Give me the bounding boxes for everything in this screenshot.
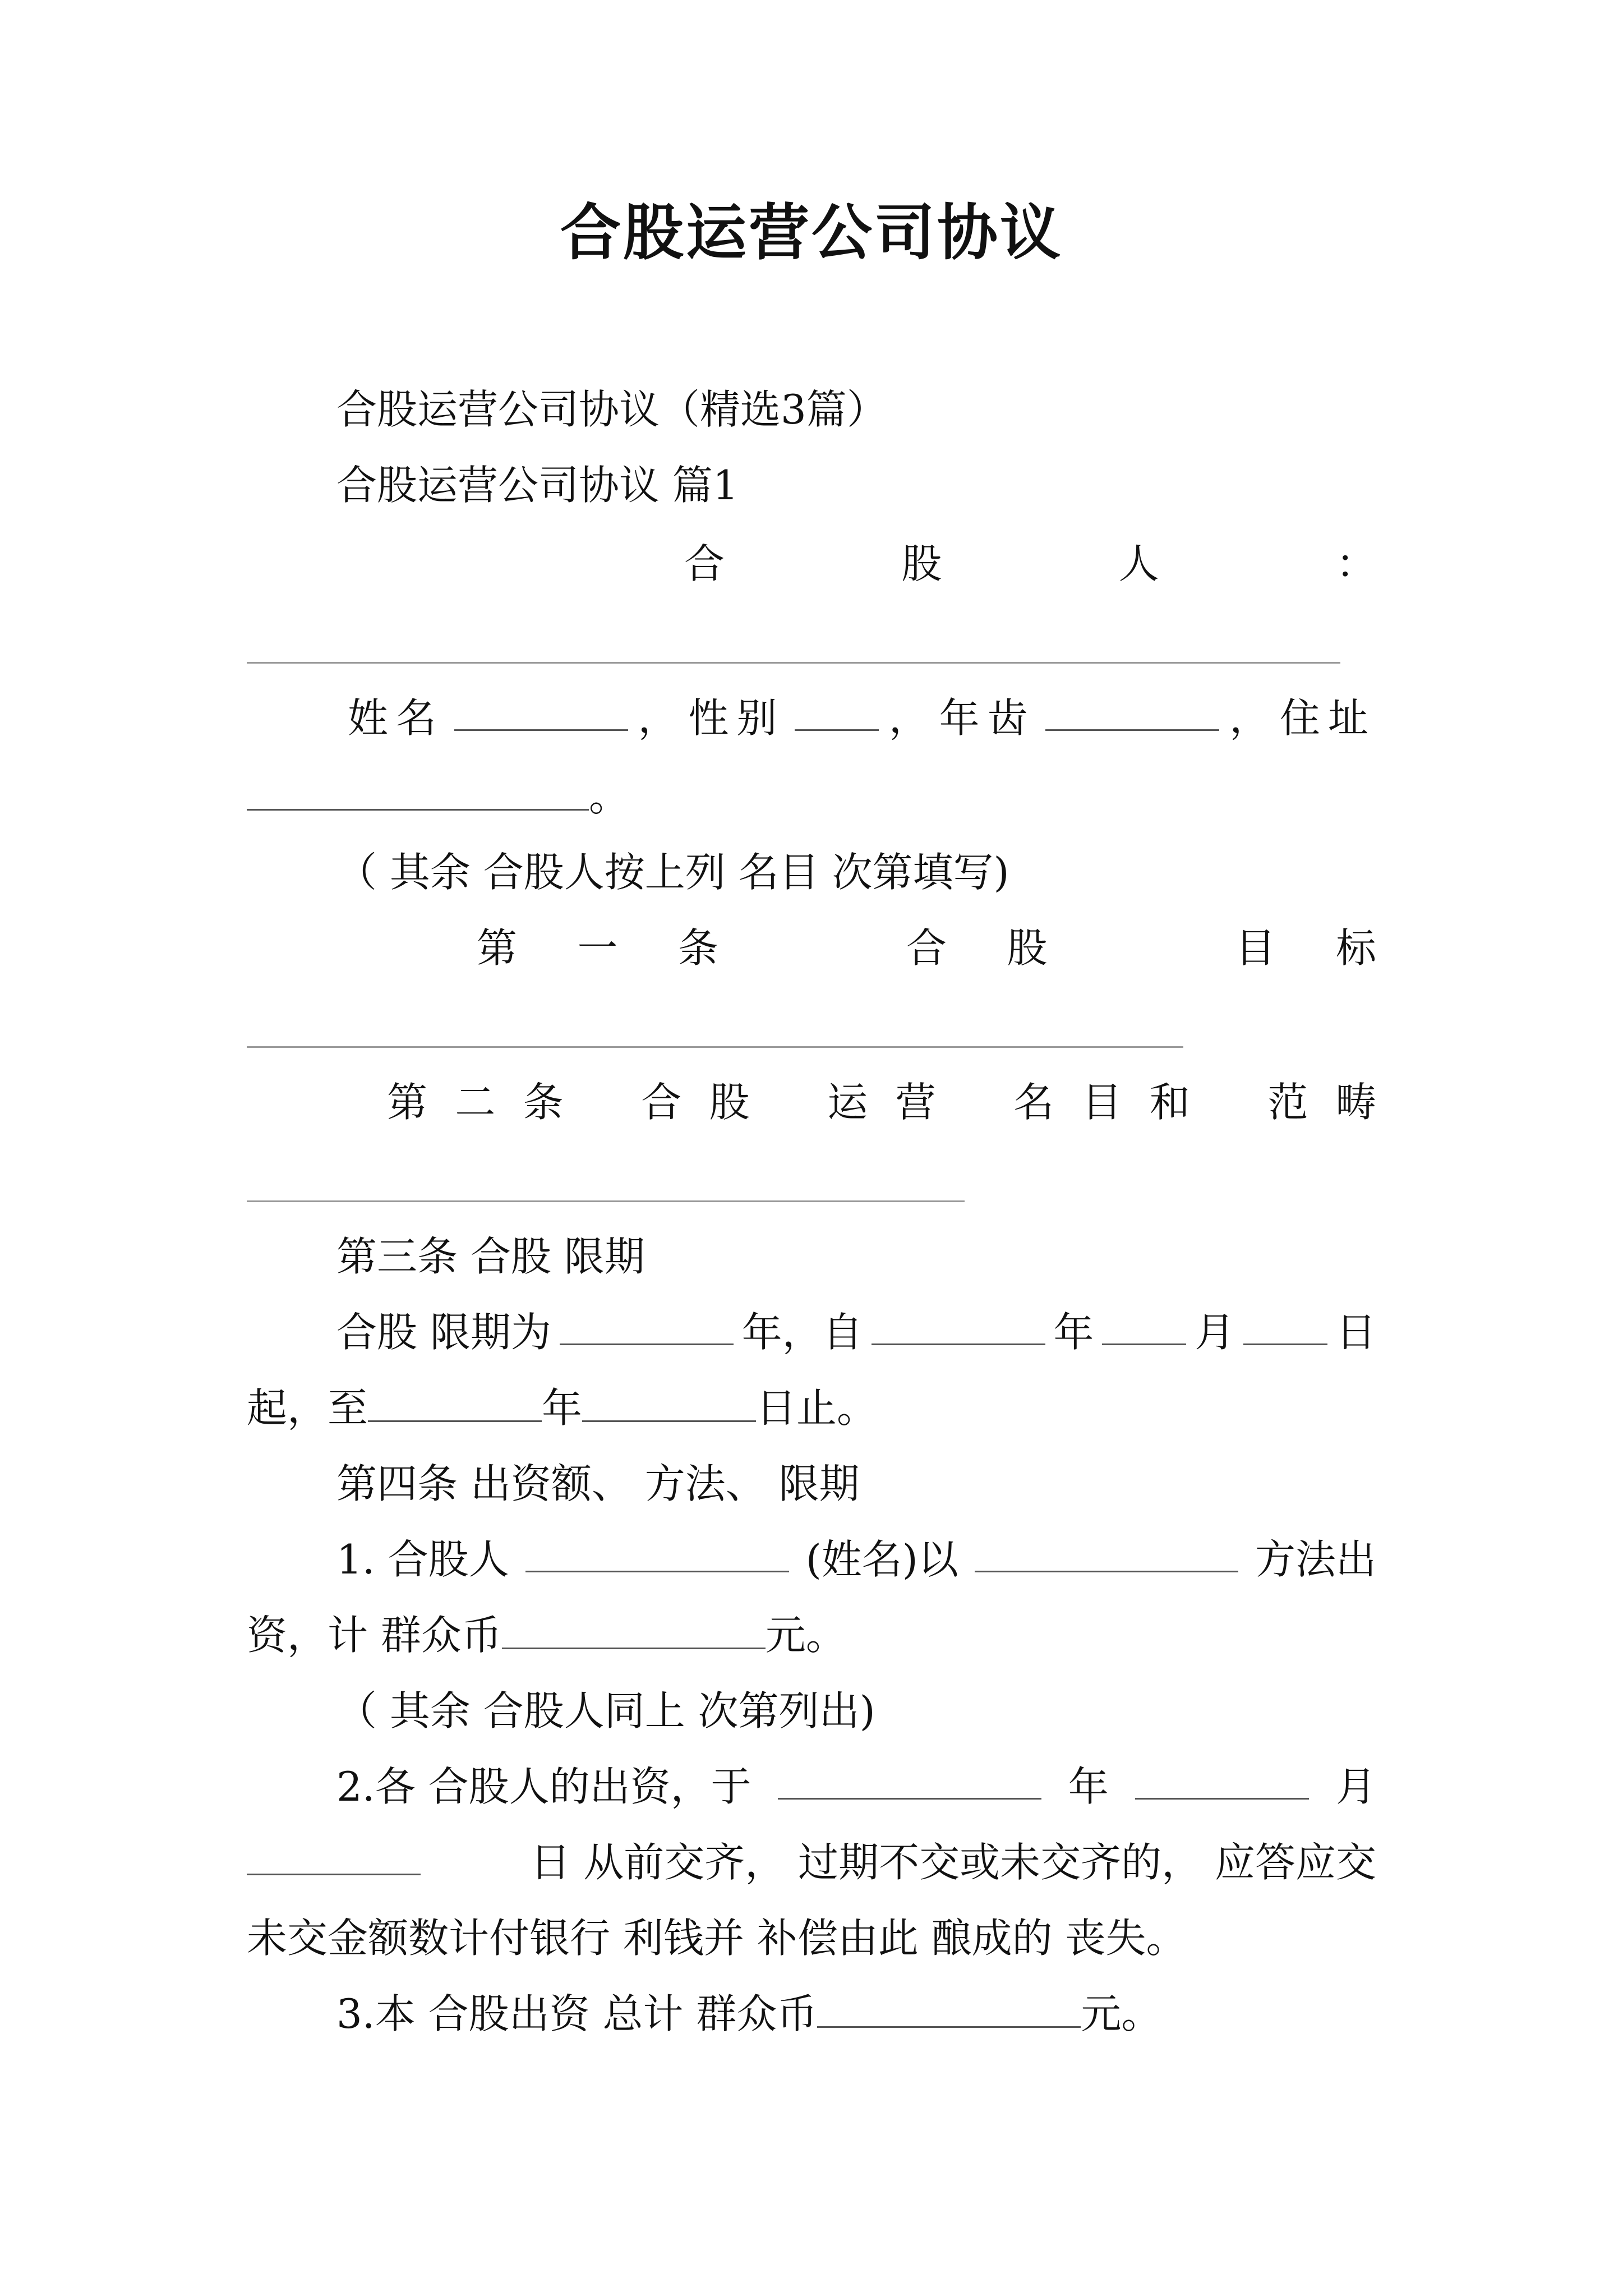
article1-char: 目 (1235, 924, 1276, 972)
text-run: 日止。 (756, 1384, 878, 1432)
article1-char: 股 (1007, 924, 1048, 972)
text-run: 2.各 合股人的出资，于 (336, 1763, 751, 1810)
start-month-blank (1102, 1304, 1186, 1345)
text-run: 资，计 群众币 (247, 1612, 502, 1659)
article4-item1-line2 (247, 1607, 1376, 1663)
article2-char: 目 (1081, 1079, 1122, 1126)
article1-char: 标 (1335, 924, 1376, 972)
deadline-year-blank (778, 1759, 1041, 1800)
document-subtitle: 合股运营公司协议（精选3篇） (336, 386, 887, 433)
partner-fill-line (247, 662, 1340, 664)
article2-char: 条 (523, 1079, 564, 1126)
article2-char: 第 (387, 1079, 428, 1126)
text-run: 方法出 (1255, 1536, 1376, 1583)
partner-label-char: 股 (901, 540, 942, 587)
article4-item1-line1 (336, 1531, 1376, 1588)
name-label: 姓名 (348, 694, 445, 742)
article2-char: 名 (1013, 1079, 1054, 1126)
amount-blank (502, 1608, 766, 1649)
article2-fill-line (247, 1200, 965, 1202)
article2-char: 畴 (1335, 1079, 1376, 1126)
article4-heading: 第四条 出资额、 方法、 限期 (336, 1460, 860, 1507)
text-run: 年 (542, 1384, 583, 1432)
method-blank (975, 1531, 1238, 1572)
end-day-blank (582, 1381, 756, 1422)
article4-item2-line2 (247, 1834, 1376, 1890)
article3-heading: 第三条 合股 限期 (336, 1233, 645, 1280)
comma: ， (1229, 694, 1270, 742)
partner-label-row (684, 536, 1376, 592)
text-run: 1. 合股人 (336, 1536, 509, 1583)
partner-name-blank (525, 1531, 789, 1572)
article2-row (387, 1074, 1376, 1130)
gender-label: 性别 (688, 694, 785, 742)
article2-char: 运 (827, 1079, 868, 1126)
partner-label-char: 人 (1118, 540, 1159, 587)
article4-note: （ 其余 合股人同上 次第列出) (336, 1687, 875, 1734)
text-run: 年 (1053, 1309, 1094, 1356)
article2-char: 和 (1149, 1079, 1190, 1126)
text-run: 年 (1068, 1763, 1109, 1810)
article1-char: 合 (906, 924, 947, 972)
address-label: 住址 (1279, 694, 1376, 742)
text-run: 3.本 合股出资 总计 群众币 (336, 1990, 818, 2037)
article2-char: 范 (1267, 1079, 1308, 1126)
text-run: 日 从前交齐， 过期不交或未交齐的， 应答应交 (530, 1839, 1376, 1886)
article1-char: 条 (678, 924, 719, 972)
deadline-month-blank (1135, 1759, 1309, 1800)
article4-item2-line1 (336, 1759, 1376, 1815)
text-run: 年，自 (741, 1309, 863, 1356)
article2-char: 合 (641, 1079, 682, 1126)
years-blank (560, 1304, 734, 1345)
age-label: 年齿 (939, 694, 1036, 742)
section-heading: 合股运营公司协议 篇1 (336, 462, 739, 509)
article2-char: 股 (709, 1079, 750, 1126)
text-run: 元。 (1081, 1990, 1162, 2037)
article2-char: 营 (895, 1079, 936, 1126)
address-continuation (247, 769, 1376, 825)
article1-fill-line (247, 1046, 1183, 1048)
article3-line1 (336, 1304, 1376, 1360)
text-run: 合股 限期为 (336, 1309, 551, 1356)
text-run: (姓名)以 (805, 1536, 958, 1583)
note-fill-order: （ 其余 合股人按上列 名目 次第填写) (336, 849, 1009, 896)
text-run: 月 (1195, 1309, 1235, 1356)
partner-label-char: ： (1335, 540, 1376, 587)
article1-row (477, 920, 1376, 976)
age-blank (1045, 690, 1219, 731)
address-blank (247, 770, 589, 811)
gender-blank (795, 690, 879, 731)
deadline-day-blank (247, 1834, 421, 1875)
name-blank (454, 690, 628, 731)
article2-char: 二 (455, 1079, 496, 1126)
article3-line2 (247, 1380, 1376, 1436)
start-year-blank (872, 1304, 1045, 1345)
comma: ， (888, 694, 929, 742)
personal-info-row (348, 690, 1376, 746)
text-run: 月 (1335, 1763, 1376, 1810)
partner-label-char: 合 (684, 540, 725, 587)
text-run: 起，至 (247, 1384, 368, 1432)
end-year-blank (368, 1381, 542, 1422)
start-day-blank (1243, 1304, 1327, 1345)
article1-char: 一 (577, 924, 618, 972)
comma: ， (638, 694, 679, 742)
article1-char: 第 (477, 924, 518, 972)
article4-item3 (336, 1986, 1376, 2042)
text-run: 元。 (765, 1612, 846, 1659)
total-amount-blank (817, 1987, 1081, 2028)
article4-item2-line3: 未交金额数计付银行 利钱并 补偿由此 酿成的 丧失。 (247, 1915, 1187, 1962)
period: 。 (589, 773, 630, 820)
text-run: 日 (1335, 1309, 1376, 1356)
document-title: 合股运营公司协议 (560, 197, 1063, 268)
